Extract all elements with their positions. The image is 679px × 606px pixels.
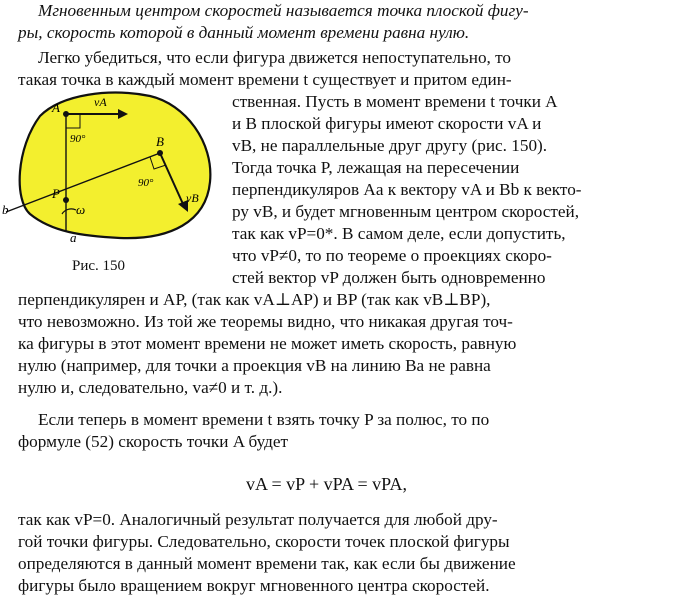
point-P xyxy=(63,197,69,203)
text-line: нулю (например, для точки a проекция vB на линию Ba не равна xyxy=(18,356,491,375)
label-omega: ω xyxy=(76,202,86,217)
text-line: Если теперь в момент времени t взять точку P за полюс, то по xyxy=(38,410,490,429)
text-line: что невозможно. Из той же теоремы видно, что никакая другая точ- xyxy=(18,312,513,331)
text-line: что vP≠0, то по теореме о проекциях скоро- xyxy=(232,246,552,265)
text-line: формуле (52) скорость точки A будет xyxy=(18,432,288,451)
text-line: стей вектор vP должен быть одновременно xyxy=(232,268,546,287)
text-line: гой точки фигуры. Следовательно, скорости точек плоской фигуры xyxy=(18,532,510,551)
text-line: определяются в данный момент времени так, как если бы движение xyxy=(18,554,516,573)
figure-caption: Рис. 150 xyxy=(72,258,126,274)
label-P: P xyxy=(52,186,60,201)
text-line: так как vP=0*. В самом деле, если допустить, xyxy=(232,224,566,243)
figure-diagram xyxy=(0,82,220,257)
label-b: b xyxy=(2,202,9,217)
label-a: a xyxy=(70,230,77,245)
text-line: ка фигуры в этот момент времени не может иметь скорость, равную xyxy=(18,334,517,353)
text-line: Тогда точка P, лежащая на пересечении xyxy=(232,158,520,177)
definition-line-1: Мгновенным центром скоростей называется точка плоской фигу- xyxy=(38,1,529,20)
figure-150 xyxy=(0,82,220,282)
label-A: A xyxy=(52,100,60,115)
text-line: перпендикуляров Aa к вектору vA и Bb к векто- xyxy=(232,180,582,199)
point-B xyxy=(157,150,163,156)
text-line: так как vP=0. Аналогичный результат получается для любой дру- xyxy=(18,510,498,529)
point-A xyxy=(63,111,69,117)
text-line: Легко убедиться, что если фигура движется непоступательно, то xyxy=(38,48,512,67)
label-angle-A: 90° xyxy=(70,133,86,145)
text-line: vB, не параллельные друг другу (рис. 150). xyxy=(232,136,548,155)
definition-line-2: ры, скорость которой в данный момент времени равна нулю. xyxy=(18,23,470,42)
text-line: ственная. Пусть в момент времени t точки A xyxy=(232,92,558,111)
label-vB: vB xyxy=(186,191,199,205)
text-line: фигуры было вращением вокруг мгновенного центра скоростей. xyxy=(18,576,490,595)
label-B: B xyxy=(156,134,164,149)
text-line: нулю и, следовательно, va≠0 и т. д.). xyxy=(18,378,283,397)
label-angle-B: 90° xyxy=(138,177,154,189)
text-line: и B плоской фигуры имеют скорости vA и xyxy=(232,114,542,133)
text-line: перпендикулярен и AP, (так как vA⊥AP) и BP (так как vB⊥BP), xyxy=(18,290,491,309)
text-line: такая точка в каждый момент времени t существует и притом един- xyxy=(18,70,512,89)
formula: vA = vP + vPA = vPA, xyxy=(246,474,408,494)
label-vA: vA xyxy=(94,95,107,109)
text-line: ру vB, и будет мгновенным центром скоростей, xyxy=(232,202,580,221)
